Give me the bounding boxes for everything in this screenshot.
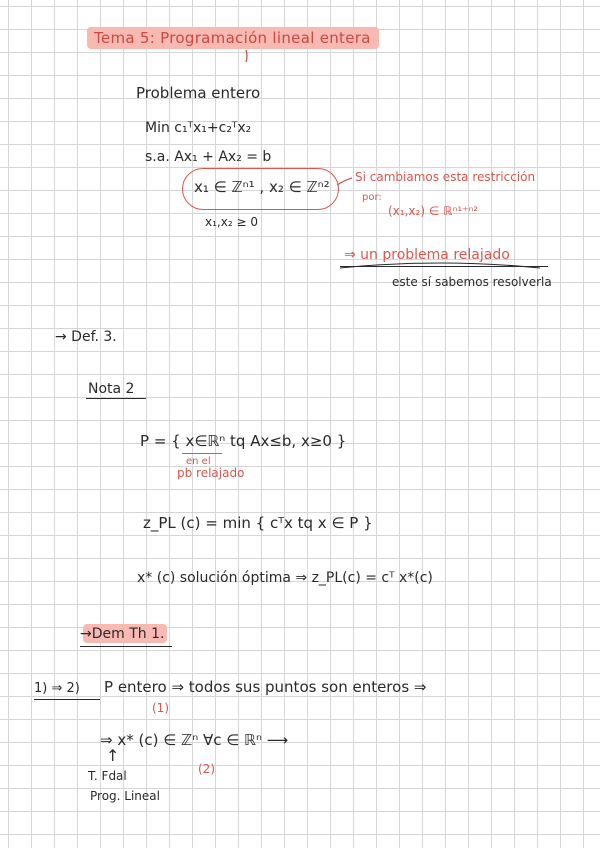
note-label: Nota 2 xyxy=(88,381,135,397)
relax-note-line2: por: xyxy=(362,192,382,203)
zpl-formula: z_PL (c) = min { cᵀx tq x ∈ P } xyxy=(143,514,373,532)
theorem-reference-2: Prog. Lineal xyxy=(90,789,160,803)
polyhedron-annot2: pb relajado xyxy=(177,466,245,480)
page-title: Tema 5: Programación lineal entera xyxy=(94,29,371,47)
integrality-constraint: x₁ ∈ ℤⁿ¹ , x₂ ∈ ℤⁿ² xyxy=(194,178,330,196)
problem-heading: Problema entero xyxy=(136,84,261,102)
nonneg-constraint: x₁,x₂ ≥ 0 xyxy=(205,215,258,229)
definition-reference: → Def. 3. xyxy=(55,329,117,345)
objective-line: Min c₁ᵀx₁+c₂ᵀx₂ xyxy=(145,120,252,136)
optimal-solution-line: x* (c) solución óptima ⇒ z_PL(c) = cᵀ x*(c) xyxy=(137,570,433,586)
demo-label: →Dem Th 1. xyxy=(80,626,165,642)
constraint-line: s.a. Ax₁ + Ax₂ = b xyxy=(145,149,272,165)
relax-note-line1: Si cambiamos esta restricción xyxy=(355,170,536,184)
polyhedron-formula: P = { x∈ℝⁿ tq Ax≤b, x≥0 } xyxy=(140,432,347,450)
relax-note-line3: (x₁,x₂) ∈ ℝⁿ¹⁺ⁿ² xyxy=(388,204,479,218)
up-arrow: ↑ xyxy=(106,746,120,765)
implication-mark-2: (2) xyxy=(198,762,215,776)
implication-prefix: 1) ⇒ 2) xyxy=(34,681,80,696)
theorem-reference-1: T. Fdal xyxy=(88,769,127,783)
implication-text: P entero ⇒ todos sus puntos son enteros ⇒ xyxy=(104,678,427,696)
implication-line2: ⇒ x* (c) ∈ ℤⁿ ∀c ∈ ℝⁿ ⟶ xyxy=(100,731,289,749)
relaxed-subnote: este sí sabemos resolverla xyxy=(392,275,552,289)
polyhedron-annot1: en el xyxy=(186,456,211,467)
implication-mark-1: (1) xyxy=(152,701,169,715)
relaxed-problem-label: ⇒ un problema relajado xyxy=(344,247,510,263)
